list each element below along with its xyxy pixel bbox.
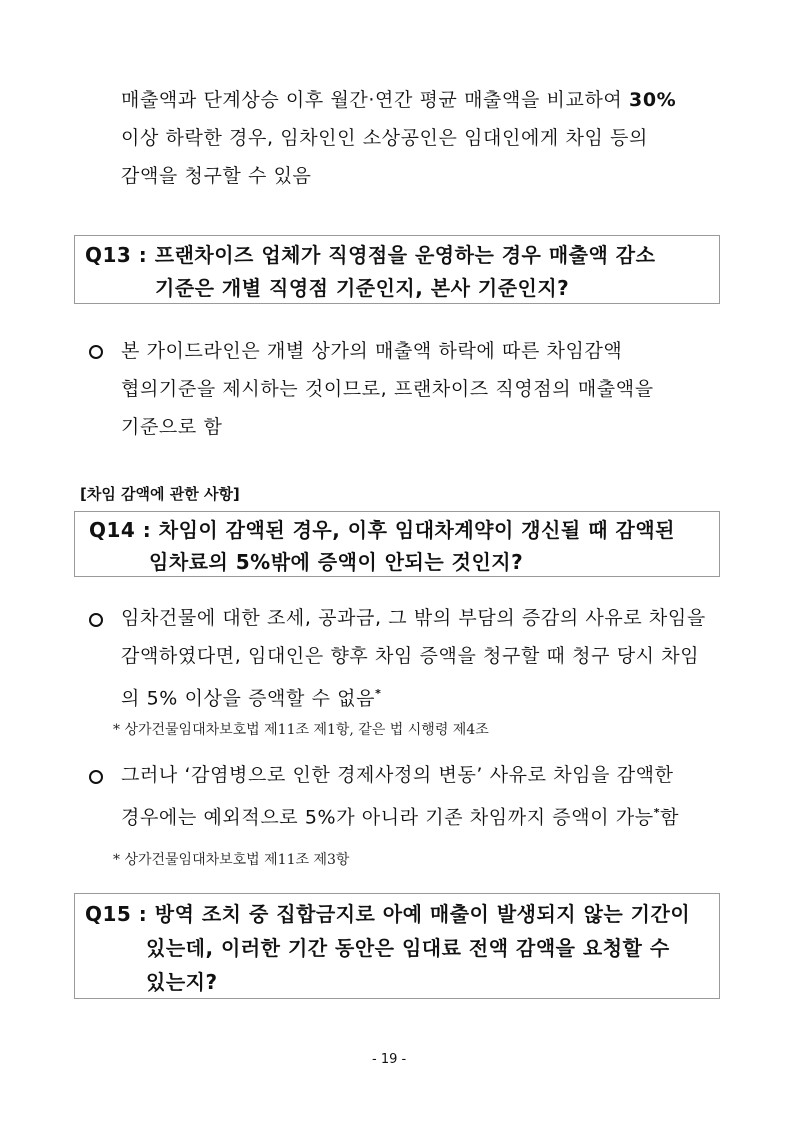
question-box-q14	[74, 511, 720, 577]
intro-line-3: 감액을 청구할 수 있음	[121, 165, 312, 187]
question-box-q13	[74, 235, 720, 304]
q14-line-1: Q14 : 차임이 감액된 경우, 이후 임대차계약이 갱신될 때 감액된	[89, 518, 675, 542]
a14b-line-1: 그러나 ‘감염병으로 인한 경제사정의 변동’ 사유로 차임을 감액한	[121, 764, 674, 786]
a14b-line-2	[121, 800, 679, 830]
intro-line-1	[121, 87, 676, 113]
q13-line-1: Q13 : 프랜차이즈 업체가 직영점을 운영하는 경우 매출액 감소	[85, 243, 656, 267]
a14a-line-3-text: 의 5% 이상을 증액할 수 없음	[121, 687, 376, 710]
bullet-circle-icon	[89, 770, 103, 784]
footnote-marker: *	[375, 687, 382, 700]
footnote-a14a: * 상가건물임대차보호법 제11조 제1항, 같은 법 시행령 제4조	[113, 722, 489, 738]
q13-line-2: 기준은 개별 직영점 기준인지, 본사 기준인지?	[155, 276, 570, 300]
a13-line-3: 기준으로 함	[121, 416, 223, 438]
section-label: [차임 감액에 관한 사항]	[80, 485, 240, 503]
intro-line-2: 이상 하락한 경우, 임차인인 소상공인은 임대인에게 차임 등의	[121, 127, 648, 149]
question-box-q15	[74, 893, 720, 999]
a14b-line-2-end: 함	[660, 806, 680, 829]
a14a-line-3	[121, 681, 381, 711]
intro-line-1-text: 매출액과 단계상승 이후 월간‧연간 평균 매출액을 비교하여	[121, 89, 630, 111]
a14a-line-1: 임차건물에 대한 조세, 공과금, 그 밖의 부담의 증감의 사유로 차임을	[121, 607, 706, 629]
bullet-circle-icon	[89, 345, 103, 359]
q15-line-1: Q15 : 방역 조치 중 집합금지로 아예 매출이 발생되지 않는 기간이	[85, 902, 691, 926]
page-number: - 19 -	[372, 1052, 407, 1067]
a13-line-2: 협의기준을 제시하는 것이므로, 프랜차이즈 직영점의 매출액을	[121, 378, 654, 400]
a14b-line-2-text: 경우에는 예외적으로 5%가 아니라 기존 차임까지 증액이 가능	[121, 806, 654, 829]
q15-line-3: 있는지?	[146, 970, 218, 994]
a13-line-1: 본 가이드라인은 개별 상가의 매출액 하락에 따른 차임감액	[121, 340, 623, 362]
q15-line-2: 있는데, 이러한 기간 동안은 임대료 전액 감액을 요청할 수	[146, 936, 670, 960]
bullet-circle-icon	[89, 613, 103, 627]
intro-percent: 30%	[629, 89, 677, 111]
q14-line-2: 임차료의 5%밖에 증액이 안되는 것인지?	[149, 550, 524, 574]
footnote-marker: *	[653, 806, 661, 819]
a14a-line-2: 감액하였다면, 임대인은 향후 차임 증액을 청구할 때 청구 당시 차임	[121, 645, 700, 667]
footnote-a14b: * 상가건물임대차보호법 제11조 제3항	[113, 852, 350, 868]
